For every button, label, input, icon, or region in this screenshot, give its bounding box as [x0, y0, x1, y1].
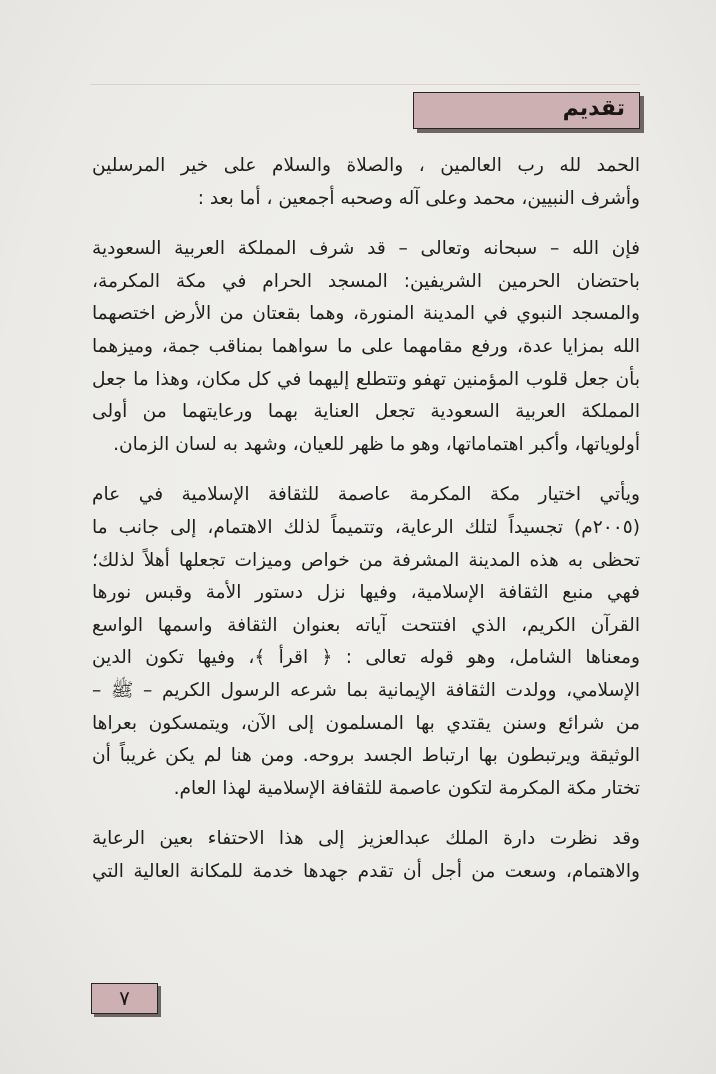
text-line: ويأتي اختيار مكة المكرمة عاصمة للثقافة الإسلامية في عام	[92, 484, 640, 506]
section-title-box	[413, 92, 640, 129]
body-text	[92, 150, 640, 888]
text-line: من شرائع وسنن يقتدي بها المسلمون إلى الآن، ويتمسكون بعراها	[92, 712, 640, 734]
text-line: بأن جعل قلوب المؤمنين تهفو وتتطلع إليهما في كل مكان، وهذا ما جعل	[92, 368, 640, 390]
paragraph	[92, 150, 640, 215]
section-title: تقديم	[562, 96, 625, 121]
text-line: (٢٠٠٥م) تجسيداً لتلك الرعاية، وتتميماً لذلك الاهتمام، إلى جانب ما	[92, 516, 640, 538]
text-line: والمسجد النبوي في المدينة المنورة، وهما بقعتان من الأرض اختصهما	[92, 303, 640, 325]
text-line: تحظى به هذه المدينة المشرفة من خواص وميزات تجعلها أهلاً لذلك؛	[92, 549, 640, 571]
text-line: الوثيقة ويرتبطون بها ارتباط الجسد بروحه. ومن هنا لم يكن غريباً أن	[92, 745, 640, 767]
text-line: المملكة العربية السعودية تجعل العناية بهما ورعايتهما من أولى	[92, 401, 640, 423]
text-line: فإن الله – سبحانه وتعالى – قد شرف المملكة العربية السعودية	[92, 238, 640, 260]
text-line: الحمد لله رب العالمين ، والصلاة والسلام على خير المرسلين	[92, 155, 640, 176]
text-line: باحتضان الحرمين الشريفين: المسجد الحرام في مكة المكرمة،	[92, 270, 640, 292]
text-line: وأشرف النبيين، محمد وعلى آله وصحبه أجمعين ، أما بعد :	[197, 187, 640, 209]
text-line: فهي منبع الثقافة الإسلامية، وفيها نزل دستور الأمة وقبس نورها	[92, 582, 640, 604]
text-line: ومعناها الشامل، وهو قوله تعالى : ﴿ اقرأ ﴾، وفيها تكون الدين	[92, 647, 640, 669]
page-number: ٧	[91, 983, 158, 1014]
paragraph	[92, 479, 640, 805]
text-line: وقد نظرت دارة الملك عبدالعزيز إلى هذا الاحتفاء بعين الرعاية	[92, 828, 640, 850]
text-line: والاهتمام، وسعت من أجل أن تقدم جهدها خدمة للمكانة العالية التي	[92, 860, 640, 882]
text-line: الله بمزايا عدة، ورفع مقامهما على ما سواهما بمناقب جمة، وميزهما	[92, 335, 640, 357]
paragraph	[92, 823, 640, 888]
text-line: أولوياتها، وأكبر اهتماماتها، وهو ما ظهر للعيان، وشهد به لسان الزمان.	[113, 433, 640, 455]
text-line: تختار مكة المكرمة لتكون عاصمة للثقافة الإسلامية لهذا العام.	[173, 777, 640, 799]
paragraph	[92, 233, 640, 461]
text-line: القرآن الكريم، الذي افتتحت آياته بعنوان الثقافة واسمها الواسع	[92, 614, 640, 636]
header-rule	[90, 84, 640, 85]
text-line: الإسلامي، وولدت الثقافة الإيمانية بما شرعه الرسول الكريم – ﷺ –	[92, 679, 640, 701]
